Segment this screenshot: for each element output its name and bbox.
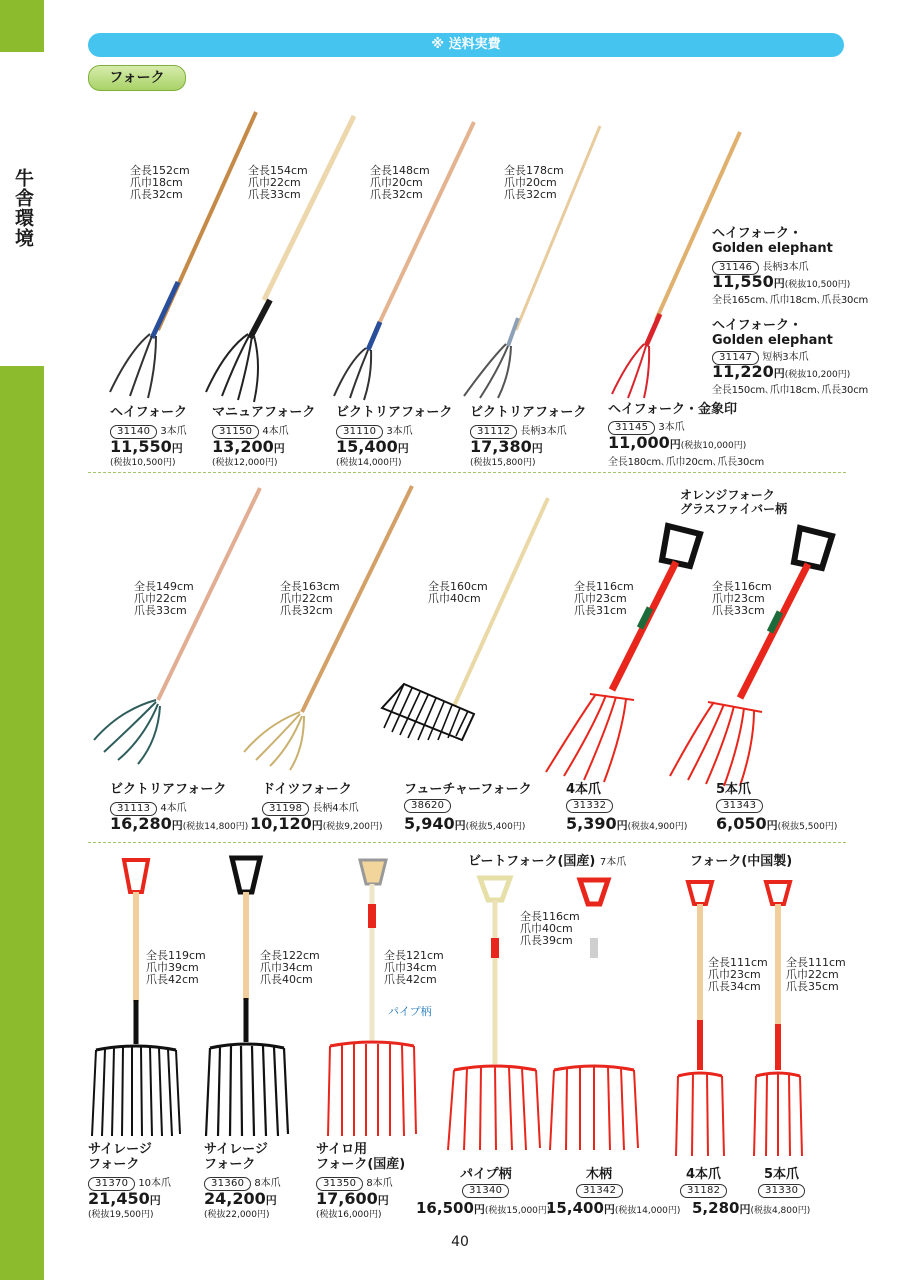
china-fork-title: フォーク(中国製) bbox=[690, 854, 793, 869]
price-tax: (税抜5,400円) bbox=[465, 822, 526, 832]
spec-31370: 全長119cm 爪巾39cm 爪長42cm bbox=[146, 949, 206, 986]
code-row-31330 bbox=[758, 1184, 808, 1198]
fork-image-31150 bbox=[206, 116, 354, 402]
product-name-31360: サイレージ フォーク bbox=[204, 1142, 268, 1172]
product-name-31150: マニュアフォーク bbox=[212, 405, 316, 420]
price-31140 bbox=[110, 437, 183, 456]
fork-image-31332 bbox=[546, 526, 700, 782]
price-value: 15,400 bbox=[546, 1199, 604, 1217]
price-yen: 円 bbox=[171, 442, 183, 455]
price-31360 bbox=[204, 1189, 277, 1208]
price-31342 bbox=[546, 1198, 680, 1217]
price-yen: 円 bbox=[454, 819, 466, 832]
price-value: 16,500 bbox=[416, 1199, 474, 1217]
price-yen: 円 bbox=[473, 1203, 485, 1216]
beet-fork-title bbox=[468, 854, 626, 870]
product-code: 31340 bbox=[462, 1184, 509, 1198]
product-name-31330: 5本爪 bbox=[764, 1167, 800, 1182]
spec-31113: 全長149cm 爪巾22cm 爪長33cm bbox=[134, 580, 194, 617]
price-value: 11,550 bbox=[110, 437, 172, 456]
price-value: 16,280 bbox=[110, 814, 172, 833]
product-name-31182: 4本爪 bbox=[686, 1167, 722, 1182]
price-31340 bbox=[416, 1198, 550, 1217]
product-code: 31342 bbox=[576, 1184, 623, 1198]
code-row-31332 bbox=[566, 799, 616, 813]
price-value: 17,600 bbox=[316, 1189, 378, 1208]
spec-31182: 全長111cm 爪巾23cm 爪長34cm bbox=[708, 956, 768, 993]
tax-31110: (税抜14,000円) bbox=[336, 458, 402, 468]
product-name-31113: ビクトリアフォーク bbox=[110, 782, 227, 797]
price-31146 bbox=[712, 272, 850, 291]
price-31113 bbox=[110, 814, 248, 833]
page-number: 40 bbox=[451, 1234, 469, 1250]
product-name-31332: 4本爪 bbox=[566, 782, 602, 797]
code-row-38620 bbox=[404, 799, 454, 813]
price-yen: 円 bbox=[377, 1194, 389, 1207]
price-yen: 円 bbox=[265, 1194, 277, 1207]
product-code: 31182 bbox=[680, 1184, 727, 1198]
product-name-31342: 木柄 bbox=[586, 1167, 613, 1182]
fork-image-31330 bbox=[754, 882, 802, 1156]
price-yen: 円 bbox=[773, 367, 785, 380]
fork-image-31198 bbox=[244, 486, 412, 770]
price-tax: (税抜14,800円) bbox=[182, 822, 249, 832]
price-value: 11,550 bbox=[712, 272, 774, 291]
fork-image-31350 bbox=[328, 860, 416, 1136]
product-name-31343: 5本爪 bbox=[716, 782, 752, 797]
code-row-31343 bbox=[716, 799, 766, 813]
fork-image-31370 bbox=[92, 860, 180, 1136]
dims-31147: 全長150cm､爪巾18cm､爪長30cm bbox=[712, 385, 869, 396]
spec-31332: 全長116cm 爪巾23cm 爪長31cm bbox=[574, 580, 634, 617]
price-yen: 円 bbox=[766, 819, 778, 832]
price-31182 bbox=[692, 1198, 810, 1217]
product-code: 31110 bbox=[336, 425, 383, 439]
product-name-31370: サイレージ フォーク bbox=[88, 1142, 152, 1172]
code-row-31340 bbox=[462, 1184, 512, 1198]
pipe-handle-note: パイプ柄 bbox=[388, 1005, 432, 1018]
fork-image-31113 bbox=[94, 488, 260, 764]
price-yen: 円 bbox=[603, 1203, 615, 1216]
price-tax: (税抜10,500円) bbox=[784, 280, 851, 290]
spec-31140: 全長152cm 爪巾18cm 爪長32cm bbox=[130, 164, 190, 201]
price-31343 bbox=[716, 814, 837, 833]
tine-note: 長柄4本爪 bbox=[312, 803, 359, 814]
price-yen: 円 bbox=[149, 1194, 161, 1207]
price-yen: 円 bbox=[273, 442, 285, 455]
price-31150 bbox=[212, 437, 285, 456]
price-tax: (税抜9,200円) bbox=[322, 822, 383, 832]
price-value: 24,200 bbox=[204, 1189, 266, 1208]
price-yen: 円 bbox=[616, 819, 628, 832]
fork-image-31182 bbox=[676, 882, 724, 1156]
price-yen: 円 bbox=[531, 442, 543, 455]
spec-31112: 全長178cm 爪巾20cm 爪長32cm bbox=[504, 164, 564, 201]
price-yen: 円 bbox=[739, 1203, 751, 1216]
product-name-31140: ヘイフォーク bbox=[110, 405, 187, 420]
product-code: 31147 bbox=[712, 351, 759, 365]
section-label: フォーク bbox=[88, 65, 186, 91]
dims-31145: 全長180cm､爪巾20cm､爪長30cm bbox=[608, 457, 765, 468]
spec-31343: 全長116cm 爪巾23cm 爪長33cm bbox=[712, 580, 772, 617]
price-value: 6,050 bbox=[716, 814, 767, 833]
tine-note: 8本爪 bbox=[254, 1178, 281, 1189]
price-tax: (税抜10,000円) bbox=[680, 441, 747, 451]
price-value: 11,000 bbox=[608, 433, 670, 452]
price-yen: 円 bbox=[311, 819, 323, 832]
price-tax: (税抜4,800円) bbox=[750, 1206, 811, 1216]
price-yen: 円 bbox=[773, 277, 785, 290]
price-value: 15,400 bbox=[336, 437, 398, 456]
product-code: 31198 bbox=[262, 802, 309, 816]
product-code: 31370 bbox=[88, 1177, 135, 1191]
tine-note: 3本爪 bbox=[658, 422, 685, 433]
price-value: 5,390 bbox=[566, 814, 617, 833]
product-code: 31343 bbox=[716, 799, 763, 813]
product-code: 31113 bbox=[110, 802, 157, 816]
tax-31360: (税抜22,000円) bbox=[204, 1210, 270, 1220]
code-row-31182 bbox=[680, 1184, 730, 1198]
price-value: 13,200 bbox=[212, 437, 274, 456]
price-tax: (税抜5,500円) bbox=[777, 822, 838, 832]
tine-note: 3本爪 bbox=[160, 426, 187, 437]
beet-title-text: ビートフォーク(国産) bbox=[468, 854, 596, 869]
price-31110 bbox=[336, 437, 409, 456]
tine-note: 長柄3本爪 bbox=[762, 262, 809, 273]
price-31350 bbox=[316, 1189, 389, 1208]
spec-31198: 全長163cm 爪巾22cm 爪長32cm bbox=[280, 580, 340, 617]
tax-31140: (税抜10,500円) bbox=[110, 458, 176, 468]
spec-31150: 全長154cm 爪巾22cm 爪長33cm bbox=[248, 164, 308, 201]
tine-note: 短柄3本爪 bbox=[762, 352, 809, 363]
price-value: 10,120 bbox=[250, 814, 312, 833]
price-tax: (税抜15,000円) bbox=[484, 1206, 551, 1216]
product-name-31198: ドイツフォーク bbox=[262, 782, 352, 797]
price-31145 bbox=[608, 433, 746, 452]
product-name-38620: フューチャーフォーク bbox=[404, 782, 532, 797]
price-31112 bbox=[470, 437, 543, 456]
spec-31330: 全長111cm 爪巾22cm 爪長35cm bbox=[786, 956, 846, 993]
price-value: 5,280 bbox=[692, 1199, 740, 1217]
beet-note: 7本爪 bbox=[599, 857, 627, 868]
product-code: 31330 bbox=[758, 1184, 805, 1198]
tax-31150: (税抜12,000円) bbox=[212, 458, 278, 468]
tine-note: 8本爪 bbox=[366, 1178, 393, 1189]
tine-note: 長柄3本爪 bbox=[520, 426, 567, 437]
product-code: 31150 bbox=[212, 425, 259, 439]
dims-31146: 全長165cm､爪巾18cm､爪長30cm bbox=[712, 295, 869, 306]
spec-31350: 全長121cm 爪巾34cm 爪長42cm bbox=[384, 949, 444, 986]
price-tax: (税抜14,000円) bbox=[614, 1206, 681, 1216]
shipping-banner: ※ 送料実費 bbox=[88, 33, 844, 57]
tax-31112: (税抜15,800円) bbox=[470, 458, 536, 468]
code-row-31342 bbox=[576, 1184, 626, 1198]
product-code: 31140 bbox=[110, 425, 157, 439]
tine-note: 4本爪 bbox=[160, 803, 187, 814]
side-section-title: 牛舎環境 bbox=[12, 168, 34, 248]
product-code: 31360 bbox=[204, 1177, 251, 1191]
price-38620 bbox=[404, 814, 525, 833]
tax-31350: (税抜16,000円) bbox=[316, 1210, 382, 1220]
fork-image-31360 bbox=[206, 858, 288, 1136]
price-31370 bbox=[88, 1189, 161, 1208]
price-yen: 円 bbox=[397, 442, 409, 455]
price-yen: 円 bbox=[171, 819, 183, 832]
product-name-31146: ヘイフォーク・ Golden elephant bbox=[712, 226, 833, 256]
price-value: 5,940 bbox=[404, 814, 455, 833]
fork-image-38620 bbox=[382, 498, 548, 740]
spec-31360: 全長122cm 爪巾34cm 爪長40cm bbox=[260, 949, 320, 986]
price-31147 bbox=[712, 362, 850, 381]
orange-fork-title: オレンジフォーク グラスファイバー柄 bbox=[680, 488, 788, 516]
product-name-31340: パイプ柄 bbox=[460, 1167, 512, 1182]
price-value: 17,380 bbox=[470, 437, 532, 456]
tine-note: 4本爪 bbox=[262, 426, 289, 437]
price-31198 bbox=[250, 814, 383, 833]
product-name-31145: ヘイフォーク・金象印 bbox=[608, 402, 737, 417]
product-code: 31112 bbox=[470, 425, 517, 439]
product-code: 31145 bbox=[608, 421, 655, 435]
product-code: 31332 bbox=[566, 799, 613, 813]
product-code: 31350 bbox=[316, 1177, 363, 1191]
product-name-31147: ヘイフォーク・ Golden elephant bbox=[712, 318, 833, 348]
product-name-31110: ビクトリアフォーク bbox=[336, 405, 453, 420]
spec-31110: 全長148cm 爪巾20cm 爪長32cm bbox=[370, 164, 430, 201]
tine-note: 10本爪 bbox=[138, 1178, 172, 1189]
price-tax: (税抜4,900円) bbox=[627, 822, 688, 832]
product-code: 31146 bbox=[712, 261, 759, 275]
tine-note: 3本爪 bbox=[386, 426, 413, 437]
price-yen: 円 bbox=[669, 438, 681, 451]
product-name-31350: サイロ用 フォーク(国産) bbox=[316, 1142, 406, 1172]
spec-38620: 全長160cm 爪巾40cm bbox=[428, 580, 488, 605]
tax-31370: (税抜19,500円) bbox=[88, 1210, 154, 1220]
fork-image-31343 bbox=[670, 528, 832, 786]
price-31332 bbox=[566, 814, 687, 833]
spec-beet-fork: 全長116cm 爪巾40cm 爪長39cm bbox=[520, 910, 580, 947]
fork-image-31140 bbox=[110, 112, 256, 398]
price-value: 11,220 bbox=[712, 362, 774, 381]
product-name-31112: ビクトリアフォーク bbox=[470, 405, 587, 420]
price-value: 21,450 bbox=[88, 1189, 150, 1208]
product-code: 38620 bbox=[404, 799, 451, 813]
price-tax: (税抜10,200円) bbox=[784, 370, 851, 380]
